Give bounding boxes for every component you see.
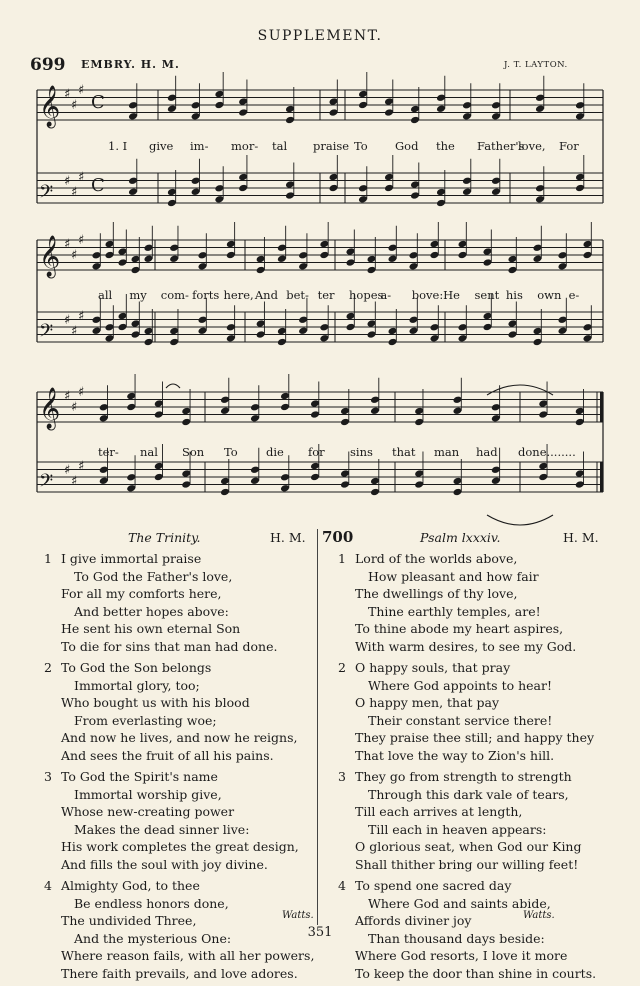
stanza-line: That love the way to Zion's hill. <box>355 747 555 763</box>
common-time-icon: C <box>91 92 105 113</box>
lyric-syllable: for <box>308 445 325 459</box>
left-stanza-2 <box>44 659 314 764</box>
lyric-syllable: nal <box>140 445 158 459</box>
stanza-line: They praise thee still; and happy they <box>355 730 595 745</box>
right-hymn-number: 700 <box>322 528 354 546</box>
final-barline-thick <box>600 392 603 422</box>
lyric-syllable: 1. I <box>108 139 128 153</box>
sharp-icon: ♯ <box>71 474 78 489</box>
lyric-syllable: God <box>395 139 419 153</box>
right-stanza-1 <box>338 550 630 655</box>
sharp-icon: ♯ <box>78 170 85 185</box>
lyric-syllable: bet- <box>286 288 309 302</box>
right-hymn-text <box>338 550 630 986</box>
sharp-icon: ♯ <box>64 463 71 478</box>
stanza-line: Almighty God, to thee <box>61 878 200 893</box>
sharp-icon: ♯ <box>78 459 85 474</box>
stanza-line: Till each arrives at length, <box>355 804 523 819</box>
left-hymn-title: The Trinity. <box>128 530 201 545</box>
stanza-line: And the mysterious One: <box>74 930 232 946</box>
stanza-line: To keep the door than shine in courts. <box>355 965 597 981</box>
stanza-line: Makes the dead sinner live: <box>74 821 250 837</box>
stanza-line: Immortal glory, too; <box>74 677 200 693</box>
bass-clef-icon: 𝄢 <box>39 471 54 496</box>
stanza-line: And now he lives, and now he reigns, <box>61 730 298 745</box>
lyric-syllable: To <box>224 445 238 459</box>
stanza-number: 3 <box>338 769 346 784</box>
lyric-syllable: ter- <box>98 445 119 459</box>
left-stanza-1 <box>44 550 314 655</box>
sharp-icon: ♯ <box>78 233 85 248</box>
stanza-line: With warm desires, to see my God. <box>355 638 577 654</box>
lyric-syllable: mor- <box>231 139 259 153</box>
stanza-line: His work completes the great design, <box>61 839 299 854</box>
lyric-syllable: e- <box>568 288 580 302</box>
stanza-line: Where God resorts, I love it more <box>355 948 568 963</box>
column-divider <box>317 529 318 925</box>
stanza-line: From everlasting woe; <box>74 712 217 728</box>
stanza-line: He sent his own eternal Son <box>61 621 241 636</box>
stanza-number: 4 <box>338 878 346 893</box>
sharp-icon: ♯ <box>71 185 78 200</box>
stanza-line: O happy souls, that pray <box>355 660 511 675</box>
stanza-number: 2 <box>338 660 346 675</box>
stanza-line: O happy men, that pay <box>355 695 500 710</box>
lyric-syllable: own <box>537 288 562 302</box>
stanza-line: And fills the soul with joy divine. <box>61 856 268 872</box>
fermata-icon <box>166 384 180 388</box>
stanza-line: Who bought us with his blood <box>61 695 250 710</box>
tune-composer: J. T. LAYTON. <box>504 60 568 70</box>
lyric-syllable: To <box>354 139 368 153</box>
final-barline-thick <box>600 462 603 492</box>
lyric-syllable: sent <box>474 288 500 302</box>
stanza-line: To die for sins that man had done. <box>61 638 278 654</box>
lyric-syllable: die <box>266 445 284 459</box>
right-stanza-2 <box>338 659 630 764</box>
lyric-syllable: praise <box>313 139 350 153</box>
stanza-line: How pleasant and how fair <box>368 568 539 584</box>
stanza-line: The dwellings of thy love, <box>355 586 518 601</box>
lyric-syllable: im- <box>190 139 209 153</box>
stanza-number: 3 <box>44 769 52 784</box>
treble-clef-icon: 𝄞 <box>39 86 61 127</box>
stanza-line: For all my comforts here, <box>61 586 222 601</box>
page-header: SUPPLEMENT. <box>257 28 383 44</box>
lyric-syllable: For <box>559 139 579 153</box>
stanza-line: Shall thither bring our willing feet! <box>355 856 579 872</box>
sharp-icon: ♯ <box>71 248 78 263</box>
stanza-line: Thine earthly temples, are! <box>368 603 541 619</box>
lyric-syllable: his <box>505 288 523 302</box>
lyric-syllable: com- <box>160 288 189 302</box>
stanza-line: Their constant service there! <box>368 712 553 728</box>
lyric-syllable: sins <box>350 445 373 459</box>
right-hymn-meter: H. M. <box>563 530 599 545</box>
stanza-line: To spend one sacred day <box>355 878 512 893</box>
sharp-icon: ♯ <box>78 83 85 98</box>
stanza-line: And better hopes above: <box>74 603 229 619</box>
lyric-syllable: He <box>443 288 460 302</box>
stanza-line: I give immortal praise <box>61 551 202 566</box>
treble-clef-icon: 𝄞 <box>39 388 61 429</box>
stanza-line: They go from strength to strength <box>355 769 572 784</box>
bass-clef-icon: 𝄢 <box>39 321 54 346</box>
sharp-icon: ♯ <box>71 400 78 415</box>
stanza-number: 1 <box>44 551 52 566</box>
page-number: 351 <box>307 925 333 940</box>
lyric-syllable: my <box>129 288 147 302</box>
tune-name: EMBRY. H. M. <box>81 58 180 71</box>
sharp-icon: ♯ <box>78 309 85 324</box>
lyric-syllable: the <box>436 139 455 153</box>
stanza-line: There faith prevails, and love adores. <box>61 965 298 981</box>
lyric-syllable: done........ <box>518 445 576 459</box>
treble-clef-icon: 𝄞 <box>39 236 61 277</box>
right-hymn-credit: Watts. <box>523 910 555 921</box>
lyric-syllable: man <box>434 445 460 459</box>
stanza-number: 4 <box>44 878 52 893</box>
stanza-line: Than thousand days beside: <box>368 930 545 946</box>
lyric-syllable: love, <box>518 139 546 153</box>
left-stanza-3 <box>44 768 314 873</box>
sharp-icon: ♯ <box>64 237 71 252</box>
stanza-line: O glorious seat, when God our King <box>355 839 582 854</box>
lyric-syllable: had <box>476 445 498 459</box>
sharp-icon: ♯ <box>71 324 78 339</box>
lyric-syllable: all <box>98 288 113 302</box>
sharp-icon: ♯ <box>64 174 71 189</box>
tie-mark <box>487 515 553 525</box>
stanza-line: To thine abode my heart aspires, <box>355 621 564 636</box>
sharp-icon: ♯ <box>78 385 85 400</box>
sharp-icon: ♯ <box>71 98 78 113</box>
lyric-syllable: Son <box>182 445 205 459</box>
stanza-line: Whose new-creating power <box>61 804 235 819</box>
stanza-line: The undivided Three, <box>61 913 197 928</box>
stanza-line: Through this dark vale of tears, <box>368 786 569 802</box>
lyric-syllable: a- <box>380 288 392 302</box>
stanza-line: Where reason fails, with all her powers, <box>61 948 315 963</box>
lyric-syllable: hopes <box>349 288 384 302</box>
lyric-syllable: give <box>149 139 174 153</box>
stanza-line: To God the Son belongs <box>61 660 212 675</box>
left-hymn-text <box>44 550 314 986</box>
lyric-syllable: here, <box>223 288 254 302</box>
stanza-line: Lord of the worlds above, <box>355 551 518 566</box>
stanza-line: Where God appoints to hear! <box>368 677 552 693</box>
stanza-line: Where God and saints abide, <box>368 895 551 911</box>
right-hymn-title: Psalm lxxxiv. <box>420 530 501 545</box>
tune-number: 699 <box>30 55 66 75</box>
left-hymn-meter: H. M. <box>270 530 306 545</box>
lyric-syllable: Father's <box>477 139 525 153</box>
left-hymn-credit: Watts. <box>282 910 314 921</box>
lyric-syllable: forts <box>192 288 220 302</box>
stanza-line: Till each in heaven appears: <box>368 821 547 837</box>
stanza-line: To God the Father's love, <box>74 568 233 584</box>
common-time-icon: C <box>91 175 105 196</box>
sharp-icon: ♯ <box>64 389 71 404</box>
stanza-line: Be endless honors done, <box>74 895 229 911</box>
stanza-line: To God the Spirit's name <box>61 769 218 784</box>
lyric-syllable: bove: <box>411 288 444 302</box>
stanza-line: Affords diviner joy <box>355 913 472 928</box>
lyric-syllable: ter <box>317 288 335 302</box>
stanza-line: And sees the fruit of all his pains. <box>61 747 274 763</box>
stanza-number: 2 <box>44 660 52 675</box>
lyric-syllable: that <box>392 445 416 459</box>
sharp-icon: ♯ <box>64 87 71 102</box>
sharp-icon: ♯ <box>64 313 71 328</box>
right-stanza-3 <box>338 768 630 873</box>
lyric-syllable: And <box>254 288 278 302</box>
stanza-line: Immortal worship give, <box>74 786 222 802</box>
bass-clef-icon: 𝄢 <box>39 182 54 207</box>
lyric-syllable: tal <box>272 139 288 153</box>
stanza-number: 1 <box>338 551 346 566</box>
